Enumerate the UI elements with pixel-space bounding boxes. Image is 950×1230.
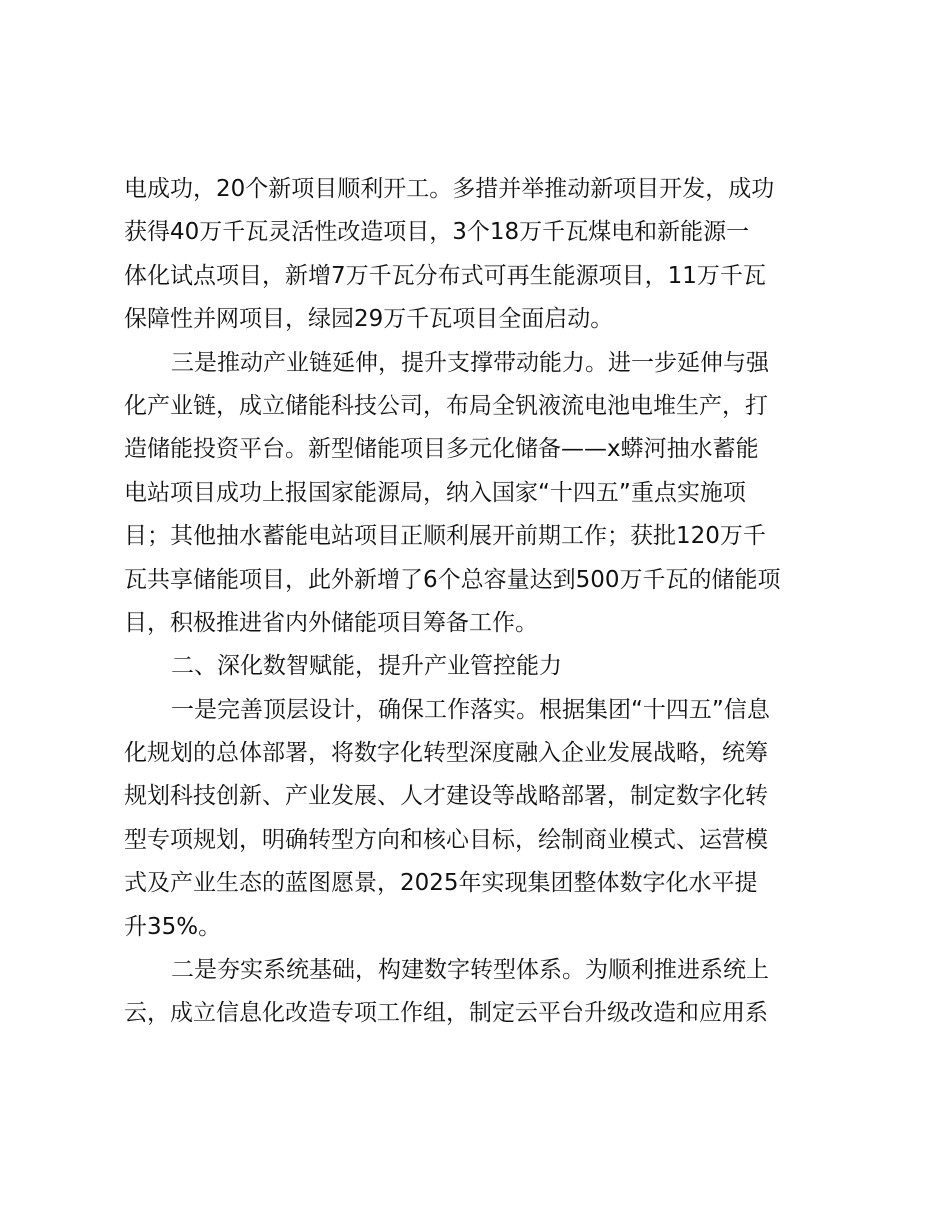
text-line: 电站项目成功上报国家能源局，纳入国家“十四五”重点实施项 bbox=[124, 479, 746, 506]
text-line: 造储能投资平台。新型储能项目多元化储备——x蟒河抽水蓄能 bbox=[124, 436, 759, 463]
text-line: 化产业链，成立储能科技公司，布局全钒液流电池电堆生产，打 bbox=[124, 392, 768, 419]
document-body bbox=[124, 168, 844, 1036]
paragraph-first-line: 一是完善顶层设计，确保工作落实。根据集团“十四五”信息 bbox=[171, 696, 770, 723]
text-line: 保障性并网项目，绿园29万千瓦项目全面启动。 bbox=[124, 306, 614, 333]
text-line: 云，成立信息化改造专项工作组，制定云平台升级改造和应用系 bbox=[124, 1000, 768, 1027]
paragraph-first-line: 二是夯实系统基础，构建数字转型体系。为顺利推进系统上 bbox=[171, 957, 769, 984]
text-line: 型专项规划，明确转型方向和核心目标，绘制商业模式、运营模 bbox=[124, 826, 768, 853]
text-line: 瓦共享储能项目，此外新增了6个总容量达到500万千瓦的储能项 bbox=[124, 566, 781, 593]
text-line: 目；其他抽水蓄能电站项目正顺利展开前期工作；获批120万千 bbox=[124, 523, 766, 550]
text-line: 升35%。 bbox=[124, 913, 222, 940]
text-line: 化规划的总体部署，将数字化转型深度融入企业发展战略，统筹 bbox=[124, 740, 768, 767]
text-line: 式及产业生态的蓝图愿景，2025年实现集团整体数字化水平提 bbox=[124, 870, 758, 897]
text-line: 电成功，20个新项目顺利开工。多措并举推动新项目开发，成功 bbox=[124, 176, 775, 202]
text-line: 体化试点项目，新增7万千瓦分布式可再生能源项目，11万千瓦 bbox=[124, 262, 766, 289]
text-line: 规划科技创新、产业发展、人才建设等战略部署，制定数字化转 bbox=[124, 783, 768, 810]
text-line: 获得40万千瓦灵活性改造项目，3个18万千瓦煤电和新能源一 bbox=[124, 219, 750, 246]
paragraph-first-line: 三是推动产业链延伸，提升支撑带动能力。进一步延伸与强 bbox=[171, 349, 769, 376]
section-heading: 二、深化数智赋能，提升产业管控能力 bbox=[171, 653, 562, 680]
text-line: 目，积极推进省内外储能项目筹备工作。 bbox=[124, 609, 538, 636]
